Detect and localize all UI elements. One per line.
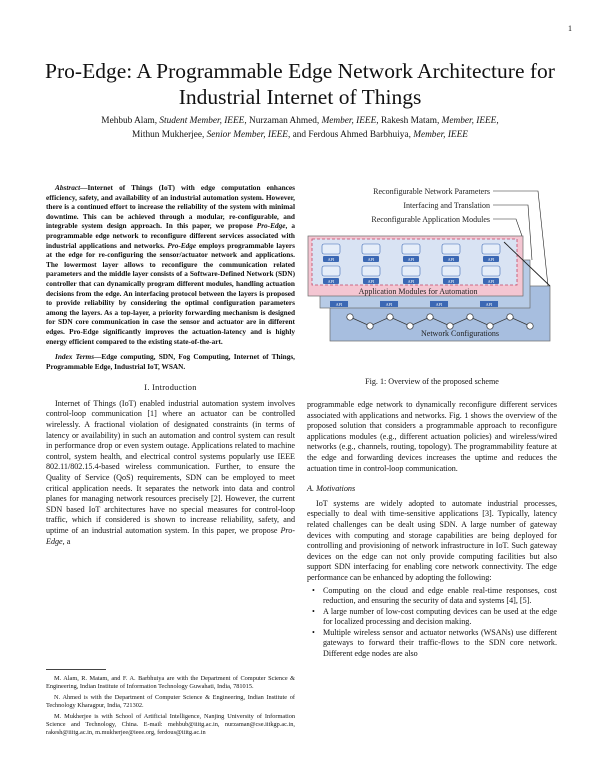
author-role: Member, IEEE bbox=[441, 116, 497, 126]
motivation-list bbox=[307, 586, 557, 660]
intro-paragraph bbox=[46, 399, 295, 547]
author-name: , and Ferdous Ahmed Barbhuiya, bbox=[287, 129, 414, 140]
reconfig-apps-label: Reconfigurable Application Modules bbox=[371, 215, 490, 224]
api-label: API bbox=[485, 302, 493, 307]
subsection-heading: A. Motivations bbox=[307, 484, 356, 494]
index-terms-text: Edge computing, SDN, Fog Computing, Internet of Things, Programmable Edge, Industrial IoT, WSAN. bbox=[46, 352, 296, 371]
abstract-text: , a programmable edge network to reconfigure different services associated with industrial applications and networks. bbox=[46, 221, 296, 250]
author-line-1 bbox=[40, 115, 560, 129]
api-label: API bbox=[487, 257, 495, 262]
left-column bbox=[46, 183, 295, 547]
abstract-text: employs programmable layers at the edge for re-configuring the sensor/actuator network and applications. The lowermost layer allows to reconfigure the communication related parameters and the middle layer consists of a Software-Defined Network (SDN) controller that can dynamically program different modules, handling actuation decisions from the edge. An interfacing protocol between the layers is proposed to provide reliability by considering the optimal configuration parameters among the layers. As a top-layer, a priority forwarding mechanism is designed for SDN core communication in case the sensor and actuator are in different edges. Pro-Edge significantly improves the actuation-latency and is highly energy efficient compared to the existing state-of-the-art. bbox=[46, 240, 295, 346]
module-icon bbox=[482, 266, 500, 284]
network-node bbox=[507, 314, 513, 320]
list-item: • A large number of low-cost computing devices can be used at the edge for localized processing and decision making. bbox=[323, 607, 557, 628]
api-label: API bbox=[407, 257, 415, 262]
callout-line bbox=[493, 219, 522, 236]
index-terms bbox=[46, 352, 295, 371]
module-icon bbox=[482, 244, 500, 262]
footnote: N. Ahmed is with the Department of Computer Science & Engineering, Indian Institute of Technology Kharagpur, India, 721302. bbox=[46, 694, 295, 709]
figure-caption: Fig. 1: Overview of the proposed scheme bbox=[365, 377, 499, 386]
motivation-paragraph: IoT systems are widely adopted to automate industrial processes, especially to deal with time-sensitive applications [3]. Typically, latency related challenges can be dealt using SDN. A large number of gateway devices with computing and storage capabilities are being deployed for controlling and provisioning of network infrastructure in IoT. Such gateway devices on the edge can not only provide computing facilities but also support SDN interfacing for enabling core network connectivity. The edge performance can be enhanced by adopting the following: bbox=[307, 498, 557, 582]
intro-text: Internet of Things (IoT) enabled industrial automation system involves control-loop communication [1] where an actuator can be controlled wirelessly. A fractional violation of designated constraints (in terms of latency or availability) in such an automation and control system can result in performance drop or even system outage. Applications related to machine control, system health, and electrical control systems popularly use IEEE 802.11/802.15.4-based wireless communication. Further, to ensure the Quality of Service (QoS) requirements, SDN can be employed to meet critical application needs. It separates the network into data and control planes for managing network resources precisely [2]. However, the current SDN based IoT architectures have no special measures for control-loop traffic, which if considered is shown to increase reliability, safety, and uptime of an industrial automation system. In this paper, we propose bbox=[46, 398, 295, 535]
api-label: API bbox=[447, 257, 455, 262]
module-icon bbox=[362, 244, 380, 262]
author-name: , bbox=[496, 116, 499, 126]
right-column bbox=[307, 400, 557, 660]
intro-text: , a bbox=[62, 536, 71, 546]
module-icon bbox=[442, 244, 460, 262]
api-label: API bbox=[327, 257, 335, 262]
module-icon bbox=[442, 266, 460, 284]
author-name: Mehbub Alam, bbox=[101, 116, 160, 126]
api-label: API bbox=[327, 279, 335, 284]
footnotes bbox=[46, 675, 295, 737]
figure-overview bbox=[300, 182, 560, 366]
paper-title: Pro-Edge: A Programmable Edge Network Architecture for Industrial Internet of Things bbox=[45, 59, 555, 109]
module-icon bbox=[322, 244, 340, 262]
abstract-emphasis: Pro-Edge bbox=[256, 221, 286, 231]
index-terms-label: Index Terms bbox=[55, 352, 95, 362]
intro-emphasis: Pro-Edge bbox=[46, 526, 295, 546]
interfacing-label: Interfacing and Translation bbox=[403, 201, 490, 210]
api-label: API bbox=[367, 279, 375, 284]
api-label: API bbox=[335, 302, 343, 307]
author-role: Senior Member, IEEE bbox=[206, 129, 288, 140]
api-label: API bbox=[367, 257, 375, 262]
module-icon bbox=[402, 266, 420, 284]
network-node bbox=[387, 314, 393, 320]
module-icon bbox=[322, 266, 340, 284]
network-node bbox=[427, 314, 433, 320]
author-list bbox=[40, 115, 560, 142]
abstract bbox=[46, 183, 295, 346]
api-label: API bbox=[407, 279, 415, 284]
reconfig-network-label: Reconfigurable Network Parameters bbox=[373, 187, 490, 196]
footnote-rule bbox=[46, 669, 106, 670]
network-node bbox=[407, 323, 413, 329]
section-heading: I. Introduction bbox=[144, 383, 197, 393]
api-label: API bbox=[435, 302, 443, 307]
abstract-dash: — bbox=[80, 183, 88, 192]
author-name: , Rakesh Matam, bbox=[376, 116, 442, 126]
index-terms-dash: — bbox=[94, 352, 102, 362]
app-modules-label: Application Modules for Automation bbox=[358, 287, 478, 296]
footnote: M. Alam, R. Matam, and F. A. Barbhuiya are with the Department of Computer Science & Engineering, Indian Institute of Information Technology Guwahati, India, 781015. bbox=[46, 675, 295, 690]
network-node bbox=[347, 314, 353, 320]
author-name: Mithun Mukherjee, bbox=[132, 129, 207, 140]
right-paragraph: programmable edge network to dynamically reconfigure different services associated with applications and networks. Fig. 1 shows the overview of the proposed solution that considers a programmable approach to reconfigure applications modules (e.g., different actuation policies) and wireless/wired networks (e.g., channels, routing, topology). The programmability feature at the edge and forwarding devices increases the uptime and reduces the actuation time in control-loop communication. bbox=[307, 400, 557, 473]
list-item: • Computing on the cloud and edge enable real-time responses, cost reduction, and ensuring the security of data and systems [4], [5]. bbox=[323, 586, 557, 607]
api-label: API bbox=[447, 279, 455, 284]
network-node bbox=[467, 314, 473, 320]
author-line-2 bbox=[40, 129, 560, 143]
list-item: • Multiple wireless sensor and actuator networks (WSANs) use different gateways to forward their traffic-flows to the SDN core network. Different edge nodes are also bbox=[323, 628, 557, 660]
net-config-label: Network Configurations bbox=[421, 329, 499, 338]
api-label: API bbox=[487, 279, 495, 284]
network-node bbox=[527, 323, 533, 329]
page-number: 1 bbox=[568, 24, 572, 33]
author-role: Student Member, IEEE bbox=[159, 116, 245, 126]
module-icon bbox=[362, 266, 380, 284]
api-label: API bbox=[385, 302, 393, 307]
network-node bbox=[367, 323, 373, 329]
author-role: Member, IEEE bbox=[321, 116, 377, 126]
author-role: Member, IEEE bbox=[413, 129, 468, 140]
module-icon bbox=[402, 244, 420, 262]
abstract-emphasis: Pro-Edge bbox=[167, 240, 197, 250]
abstract-label: Abstract bbox=[55, 183, 81, 192]
footnote: M. Mukherjee is with School of Artificial Intelligence, Nanjing University of Information Science and Technology, China. E-mail: mehbub@iiitg.ac.in, nurzaman@cse.iitkgp.ac.in, rakesh@iiitg.ac.in, m.mukherjee@ieee.org, ferdous@iiitg.ac.in bbox=[46, 713, 295, 736]
author-name: , Nurzaman Ahmed, bbox=[244, 116, 322, 126]
abstract-text: Internet of Things (IoT) with edge computation enhances efficiency, safety, and availability of an industrial automation system. However, there is a continued effort to increase the reliability of the system with minimal downtime. This can be achieved through a modular, re-configurable, and integrable system design approach. In this paper, we propose bbox=[46, 183, 295, 231]
